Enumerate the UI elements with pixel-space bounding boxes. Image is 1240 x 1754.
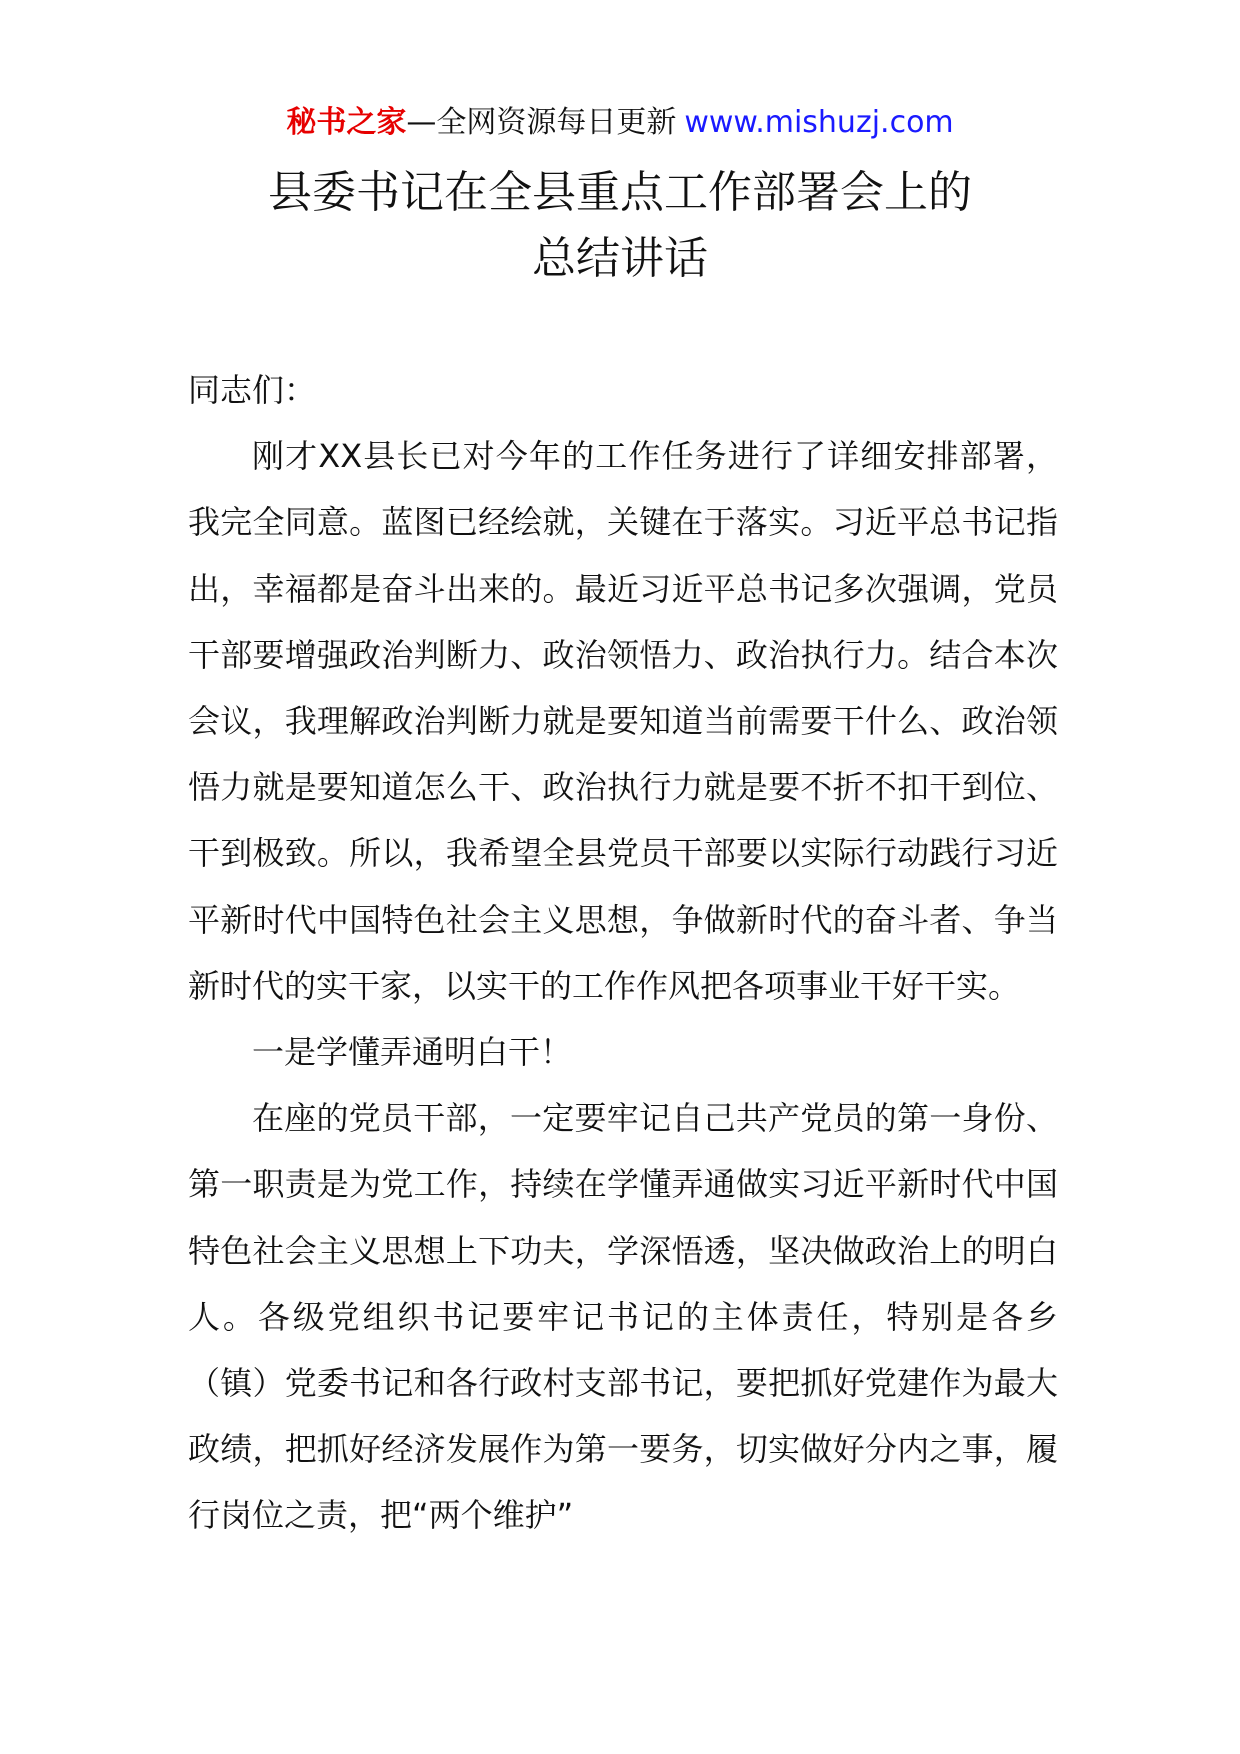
section-heading-1: 一是学懂弄通明白干！ (252, 1033, 573, 1072)
paragraph-1: 刚才XX县长已对今年的工作任务进行了详细安排部署，我完全同意。蓝图已经绘就，关键在于落实。习近平总书记指出，幸福都是奋斗出来的。最近习近平总书记多次强调，党员干部要增强政治判断力、政治领悟力、政治执行力。结合本次会议，我理解政治判断力就是要知道当前需要干什么、政治领悟力就是要知道怎么干、政治执行力就是要不折不扣干到位、干到极致。所以，我希望全县党员干部要以实际行动践行习近平新时代中国特色社会主义思想，争做新时代的奋斗者、争当新时代的实干家，以实干的工作作风把各项事业干好干实。 (188, 437, 1058, 1005)
document-body (188, 357, 1058, 1549)
site-name: 秘书之家 (286, 105, 407, 140)
site-header (0, 100, 1240, 146)
title-line-2: 总结讲话 (532, 233, 708, 284)
document-title (0, 160, 1240, 292)
paragraph-2: 在座的党员干部，一定要牢记自己共产党员的第一身份、第一职责是为党工作，持续在学懂弄通做实习近平新时代中国特色社会主义思想上下功夫，学深悟透，坚决做政治上的明白人。各级党组织书记要牢记书记的主体责任，特别是各乡（镇）党委书记和各行政村支部书记，要把抓好党建作为最大政绩，把抓好经济发展作为第一要务，切实做好分内之事，履行岗位之责，把“两个维护” (188, 1099, 1058, 1535)
site-url-link[interactable]: www.mishuzj.com (684, 105, 954, 140)
title-line-1: 县委书记在全县重点工作部署会上的 (268, 167, 972, 218)
site-slogan: —全网资源每日更新 (406, 105, 677, 140)
salutation: 同志们： (188, 371, 317, 409)
